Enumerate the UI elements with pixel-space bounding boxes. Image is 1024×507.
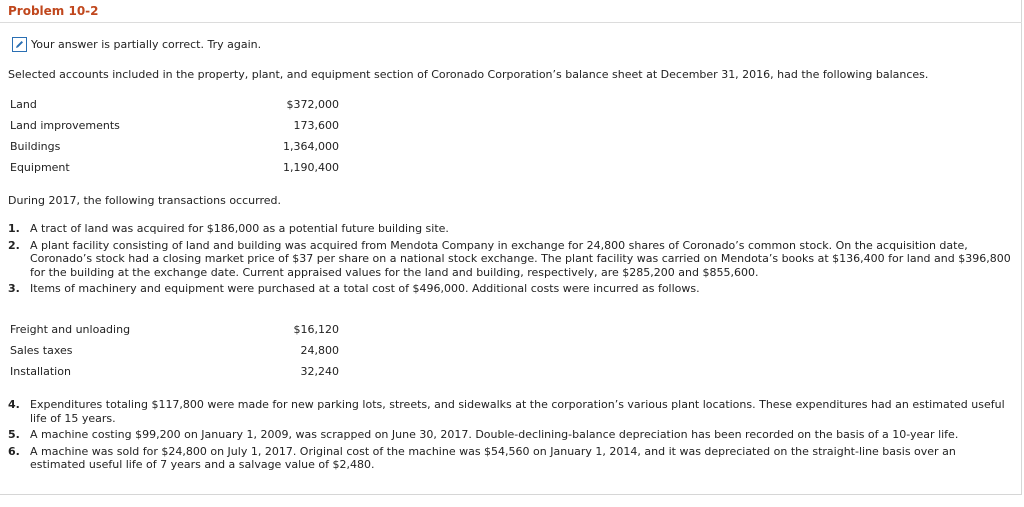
list-item [8,282,1012,296]
problem-title: Problem 10-2 [8,4,99,18]
table-row [9,365,339,386]
additional-costs-table [9,323,339,386]
balance-label: Land improvements [10,119,120,132]
item-number: 2. [8,238,20,252]
cost-label: Sales taxes [10,344,73,357]
pencil-edit-icon[interactable] [12,37,27,52]
during-text: During 2017, the following transactions occurred. [8,194,281,207]
list-item [8,428,1012,442]
balances-table [9,98,339,182]
table-row [9,119,339,140]
status-text: Your answer is partially correct. Try again. [31,38,262,51]
item-number: 1. [8,222,20,235]
table-row [9,323,339,344]
item-number: 4. [8,398,20,411]
intro-text: Selected accounts included in the property, plant, and equipment section of Coronado Corporation’s balance sheet at December 31, 2016, had the following balances. [8,68,929,81]
list-item [8,445,1012,472]
balance-label: Buildings [10,140,61,153]
item-text: A machine costing $99,200 on January 1, 2009, was scrapped on June 30, 2017. Double-declining-balance depreciation has been recorded on the basis of a 10-year life. [30,428,959,441]
item-text: A plant facility consisting of land and building was acquired from Mendota Company in exchange for 24,800 shares of Coronado’s common stock. On the acquisition date, Coronado’s stock had a closing market price of $37 per share on a national stock exchange. The plant facility was carried on Mendota’s books at $136,400 for land and $396,800 for the building at the exchange date. Current appraised values for the land and building, respectively, are $285,200 and $855,600. [30,238,1011,279]
balance-label: Equipment [10,161,70,174]
item-number: 5. [8,428,20,441]
cost-label: Installation [10,365,71,378]
cost-label: Freight and unloading [10,323,131,336]
list-item [8,239,1012,280]
item-text: Expenditures totaling $117,800 were made for new parking lots, streets, and sidewalks at the corporation’s various plant locations. These expenditures had an estimated useful life of 15 years. [30,398,1005,425]
item-text: Items of machinery and equipment were purchased at a total cost of $496,000. Additional costs were incurred as follows. [30,282,700,295]
transactions-list-b [8,398,1012,475]
table-row [9,98,339,119]
balance-label: Land [10,98,37,111]
table-row [9,161,339,182]
balance-value: 173,600 [293,119,339,132]
title-divider [0,22,1022,23]
cost-value: 24,800 [300,344,339,357]
table-row [9,344,339,365]
item-text: A tract of land was acquired for $186,000 as a potential future building site. [30,222,449,235]
balance-value: 1,190,400 [283,161,339,174]
table-row [9,140,339,161]
item-text: A machine was sold for $24,800 on July 1, 2017. Original cost of the machine was $54,560 on January 1, 2014, and it was depreciated on the straight-line basis over an estimated useful life of 7 years and a salvage value of $2,480. [30,444,956,471]
list-item [8,222,1012,236]
answer-status [12,37,261,52]
cost-value: 32,240 [300,365,339,378]
cost-value: $16,120 [293,323,339,336]
item-number: 3. [8,282,20,295]
item-number: 6. [8,444,20,458]
list-item [8,398,1012,425]
balance-value: $372,000 [286,98,339,111]
transactions-list-a [8,222,1012,299]
balance-value: 1,364,000 [283,140,339,153]
